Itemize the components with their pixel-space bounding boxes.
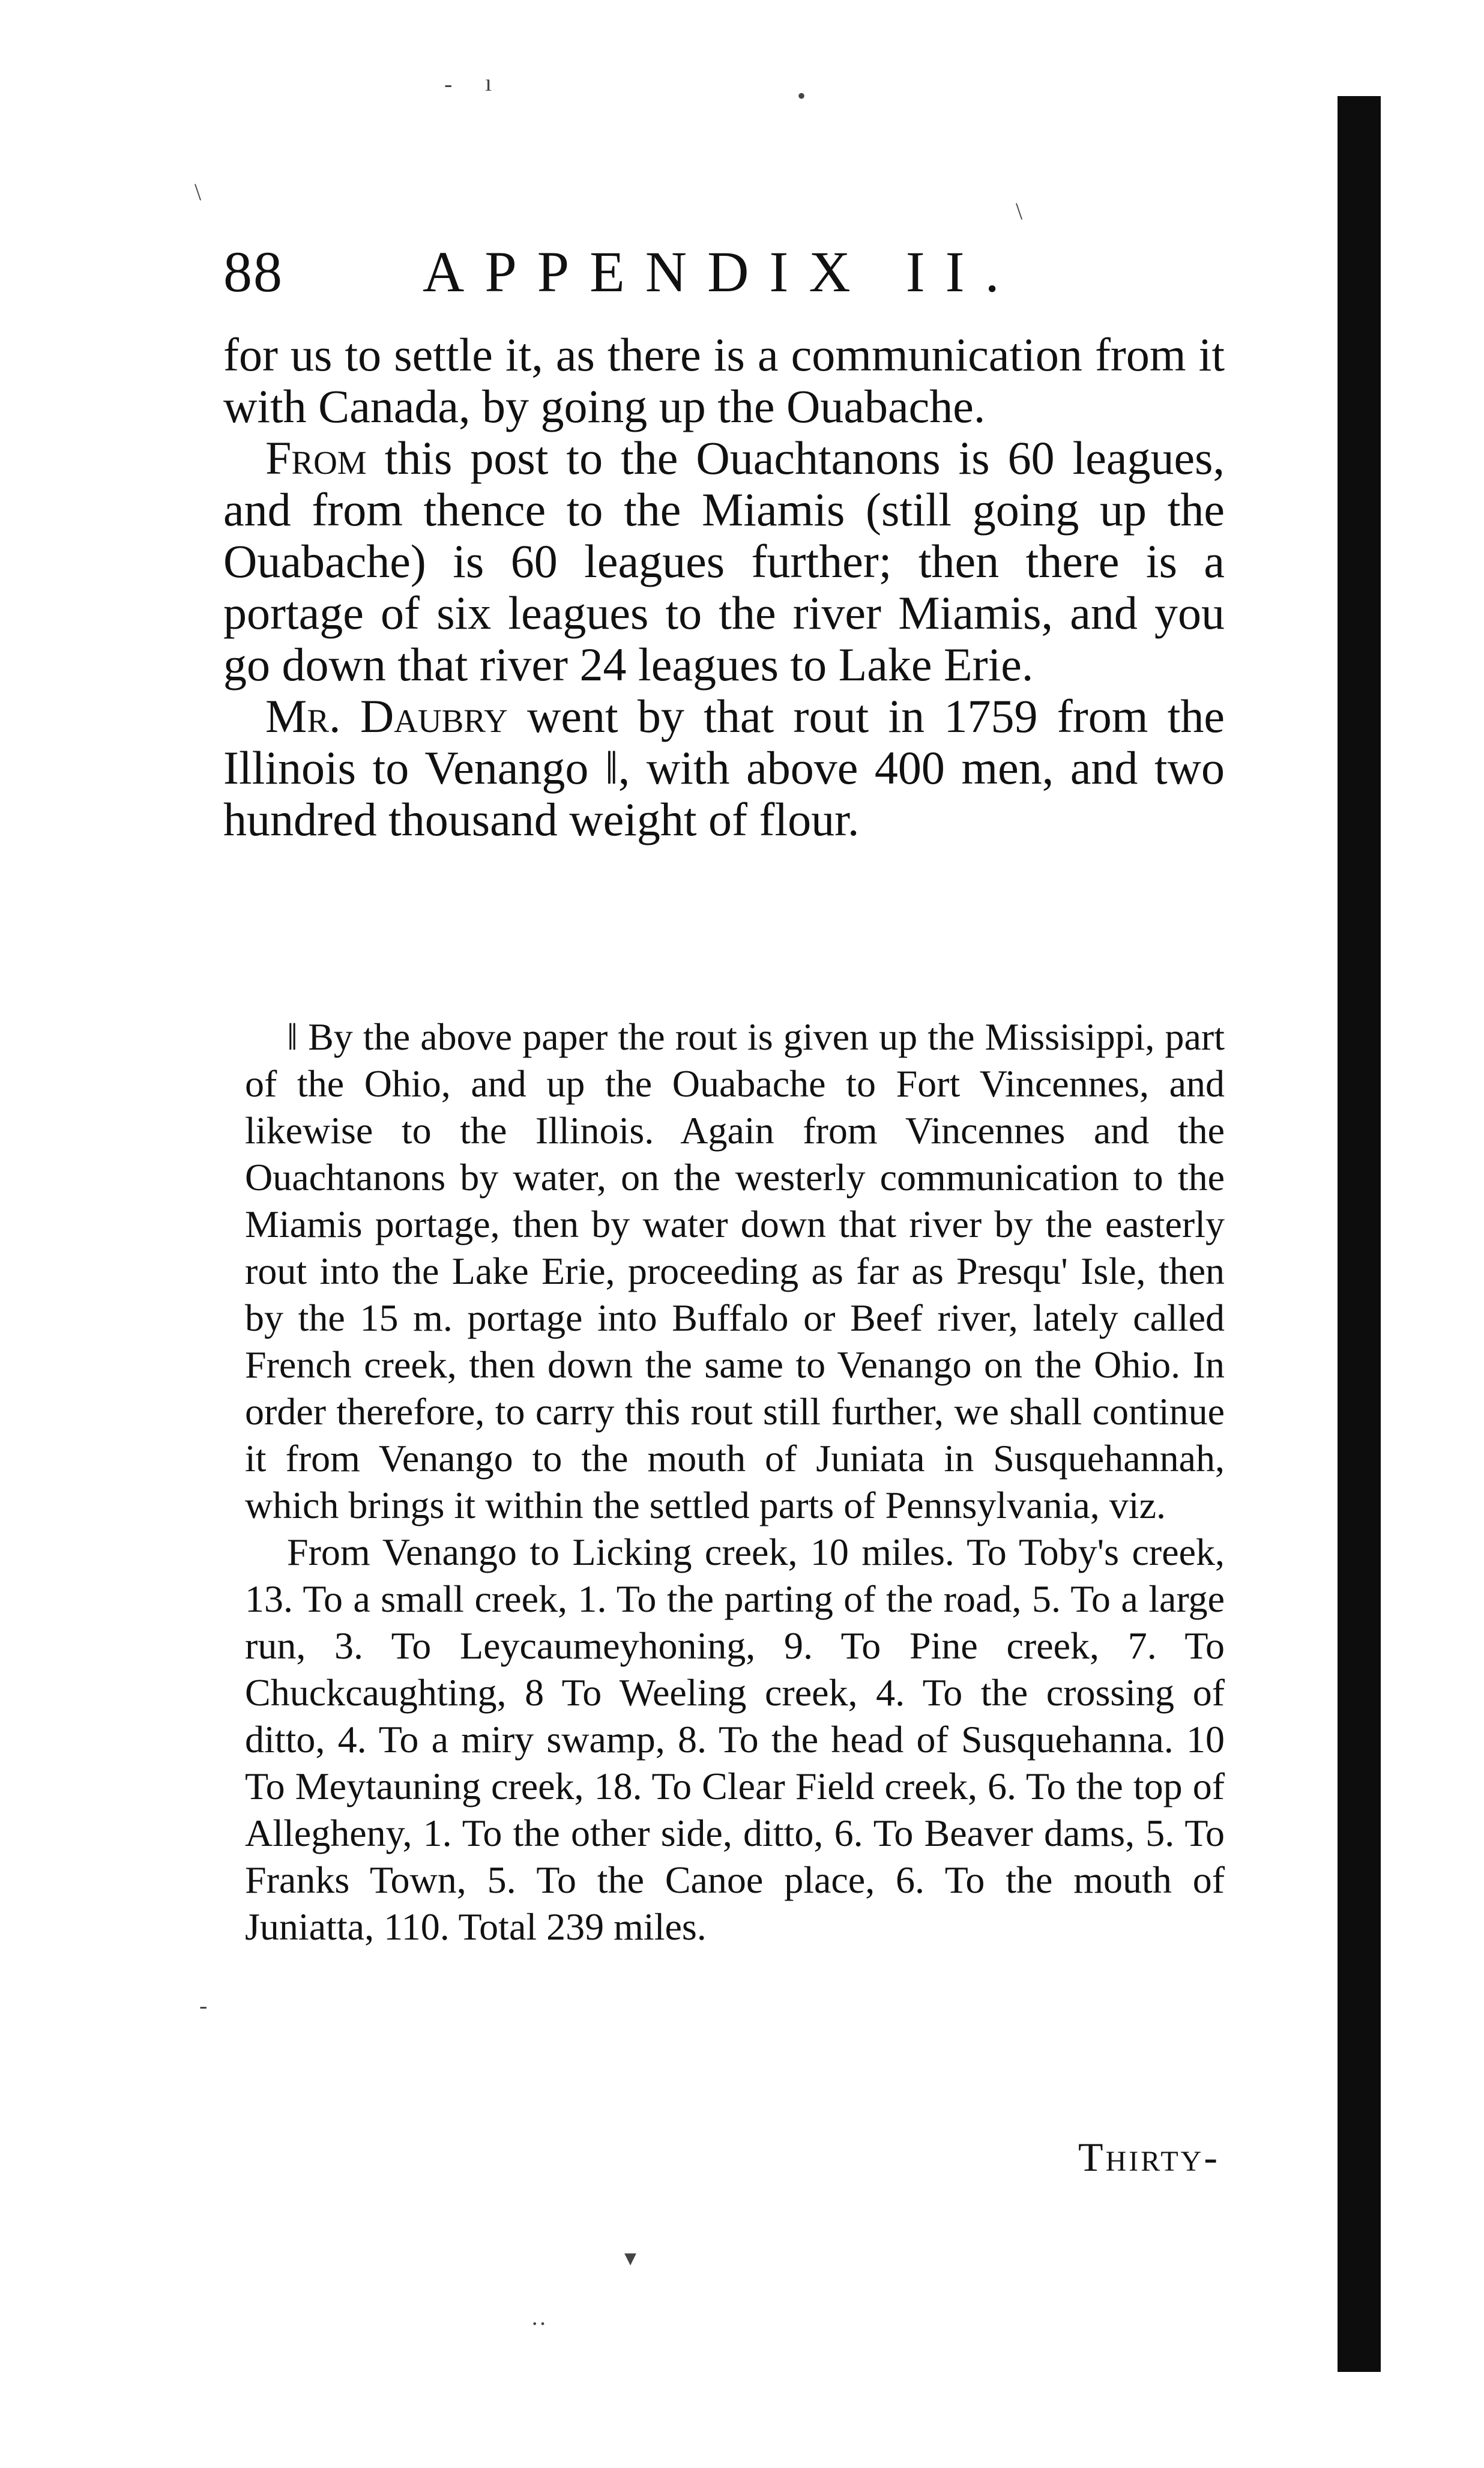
scan-edge-bar — [1338, 96, 1381, 2372]
catchword: Thirty- — [1078, 2134, 1220, 2180]
scan-speck: \ — [1016, 198, 1023, 225]
footnote — [245, 1014, 1225, 1950]
paragraph — [223, 691, 1225, 845]
footnote-paragraph: From Venango to Licking creek, 10 miles. To Toby's creek, 13. To a small creek, 1. To the parting of the road, 5. To a large run, 3. To Leycaumeyhoning, 9. To Pine creek, 7. To Chuckcaughting, 8 To Weeling creek, 4. To the crossing of ditto, 4. To a miry swamp, 8. To the head of Susquehanna. 10 To Meytauning creek, 18. To Clear Field creek, 6. To the top of Allegheny, 1. To the other side, ditto, 6. To Beaver dams, 5. To Franks Town, 5. To the Canoe place, 6. To the mouth of Juniatta, 110. Total 239 miles. — [245, 1531, 1225, 1948]
paragraph — [223, 432, 1225, 691]
scan-speck: \ — [195, 178, 202, 205]
lead-word: Mr. Daubry — [265, 690, 508, 742]
paragraph-text: went by that rout in 1759 from the Illinois to Venango ‖, with above 400 men, and two hundred thousand weight of flour. — [223, 690, 1225, 845]
page-header — [223, 239, 1244, 305]
page-number: 88 — [223, 240, 283, 304]
scan-speck: ı — [485, 69, 492, 96]
running-title: APPENDIX II. — [423, 240, 1020, 304]
scan-speck: - — [444, 70, 453, 97]
scan-speck: • — [797, 82, 806, 109]
scan-speck: ·· — [531, 2310, 547, 2337]
lead-word: From — [265, 432, 367, 484]
scan-speck: - — [199, 1992, 208, 2019]
paragraph: for us to settle it, as there is a communication from it with Canada, by going up the Ouabache. — [223, 328, 1225, 432]
main-text — [223, 329, 1225, 845]
paragraph-text: this post to the Ouachtanons is 60 leagues, and from thence to the Miamis (still going up the Ouabache) is 60 leagues further; then there is a portage of six leagues to the river Miamis, and you go down that river 24 leagues to Lake Erie. — [223, 432, 1225, 691]
footnote-paragraph: ‖ By the above paper the rout is given up the Missisippi, part of the Ohio, and up the Ouabache to Fort Vincennes, and likewise to the Illinois. Again from Vincennes and the Ouachtanons by water, on the westerly communication to the Miamis portage, then by water down that river by the easterly rout into the Lake Erie, proceeding as far as Presqu' Isle, then by the 15 m. portage into Buffalo or Beef river, lately called French creek, then down the same to Venango on the Ohio. In order therefore, to carry this rout still further, we shall continue it from Venango to the mouth of Juniata in Susquehannah, which brings it within the settled parts of Pennsylvania, viz. — [245, 1015, 1225, 1526]
scan-speck: ▾ — [624, 2244, 637, 2271]
